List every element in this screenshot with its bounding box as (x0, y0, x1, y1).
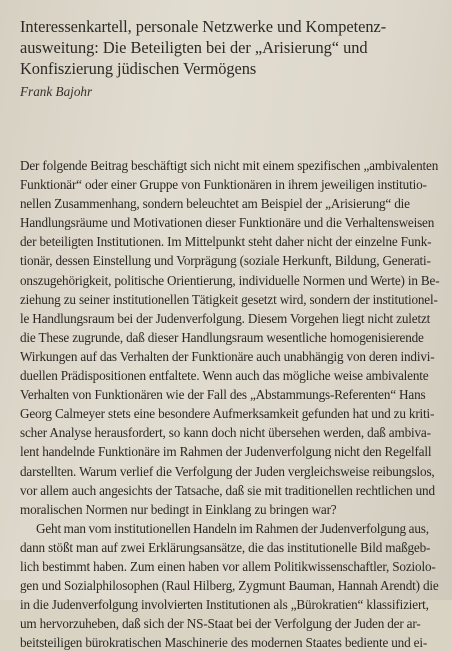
text-line: vor allem auch angesichts der Tatsache, daß sie mit traditionellen rechtlichen und (20, 482, 435, 498)
text-line: lich bestimmt haben. Zum einen haben vor allem Politikwissenschaftler, Soziolo- (20, 558, 436, 574)
text-line: duellen Prädispositionen entfaltete. Wenn auch das mögliche weise ambivalente (20, 368, 429, 384)
text-line: beitsteiligen bürokratischen Maschinerie des modernen Staates bediente und ei- (20, 635, 428, 651)
text-line: ziehung zu seiner institutionellen Tätigkeit gesetzt wird, sondern der institutionel- (20, 291, 438, 307)
chapter-title-line: Interessenkartell, personale Netzwerke und Kompetenz- (20, 17, 387, 36)
chapter-title (20, 16, 440, 79)
text-line: dann stößt man auf zwei Erklärungsansätze, die das institutionelle Bild maßgeb- (20, 539, 431, 555)
paragraph-first-line: Geht man vom institutionellen Handeln im Rahmen der Judenverfolgung aus, (36, 520, 429, 536)
chapter-title-line: ausweitung: Die Beteiligten bei der „Arisierung“ und (20, 38, 368, 57)
text-line: lent handelnde Funktionäre im Rahmen der Judenverfolgung nicht den Regelfall (20, 444, 432, 460)
text-line: in die Judenverfolgung involvierten Institutionen als „Bürokratien“ klassifiziert, (20, 597, 429, 613)
text-line: onszugehörigkeit, politische Orientierung, individuelle Normen und Werte) in Be- (20, 272, 440, 288)
text-line: Der folgende Beitrag beschäftigt sich nicht mit einem spezifischen „ambivalenten (20, 158, 439, 173)
text-line: gen und Sozialphilosophen (Raul Hilberg, Zygmunt Bauman, Hannah Arendt) die (20, 578, 439, 594)
text-line: darstellten. Warum verlief die Verfolgung der Juden vergleichsweise reibungslos, (20, 463, 435, 479)
text-line: Georg Calmeyer stets eine besondere Aufmerksamkeit gefunden hat und zu kriti- (20, 406, 435, 422)
text-line: scher Analyse herausfordert, so kann doch nicht übersehen werden, daß ambiva- (20, 425, 431, 441)
text-line: um hervorzuheben, daß sich der NS-Staat bei der Verfolgung der Juden der ar- (20, 616, 421, 632)
author-name: Frank Bajohr (20, 84, 93, 99)
text-line: Wirkungen auf das Verhalten der Funktionäre auch unabhängig von deren indivi- (20, 348, 435, 364)
text-line: moralischen Normen nur bedingt in Einklang zu bringen war? (20, 501, 337, 517)
text-line: nellen Zusammenhang, sondern beleuchtet am Beispiel der „Arisierung“ die (20, 196, 410, 212)
body-text (20, 156, 448, 652)
text-line: die These zugrunde, daß dieser Handlungsraum wesentliche homogenisierende (20, 329, 424, 345)
chapter-title-line: Konfiszierung jüdischen Vermögens (20, 59, 257, 78)
text-line: der beteiligten Institutionen. Im Mittelpunkt steht daher nicht der einzelne Funk- (20, 234, 432, 250)
text-line: Handlungsräume und Motivationen dieser Funktionäre und die Verhaltensweisen (20, 215, 435, 231)
text-line: Funktionär“ oder einer Gruppe von Funktionären in ihrem jeweiligen institutio- (20, 177, 427, 193)
text-line: le Handlungsraum bei der Judenverfolgung. Diesem Vorgehen liegt nicht zuletzt (20, 310, 431, 326)
text-line: tionär, dessen Einstellung und Vorprägung (soziale Herkunft, Bildung, Generati- (20, 253, 431, 269)
text-line: Verhalten von Funktionären wie der Fall des „Abstammungs-Referenten“ Hans (20, 387, 426, 403)
